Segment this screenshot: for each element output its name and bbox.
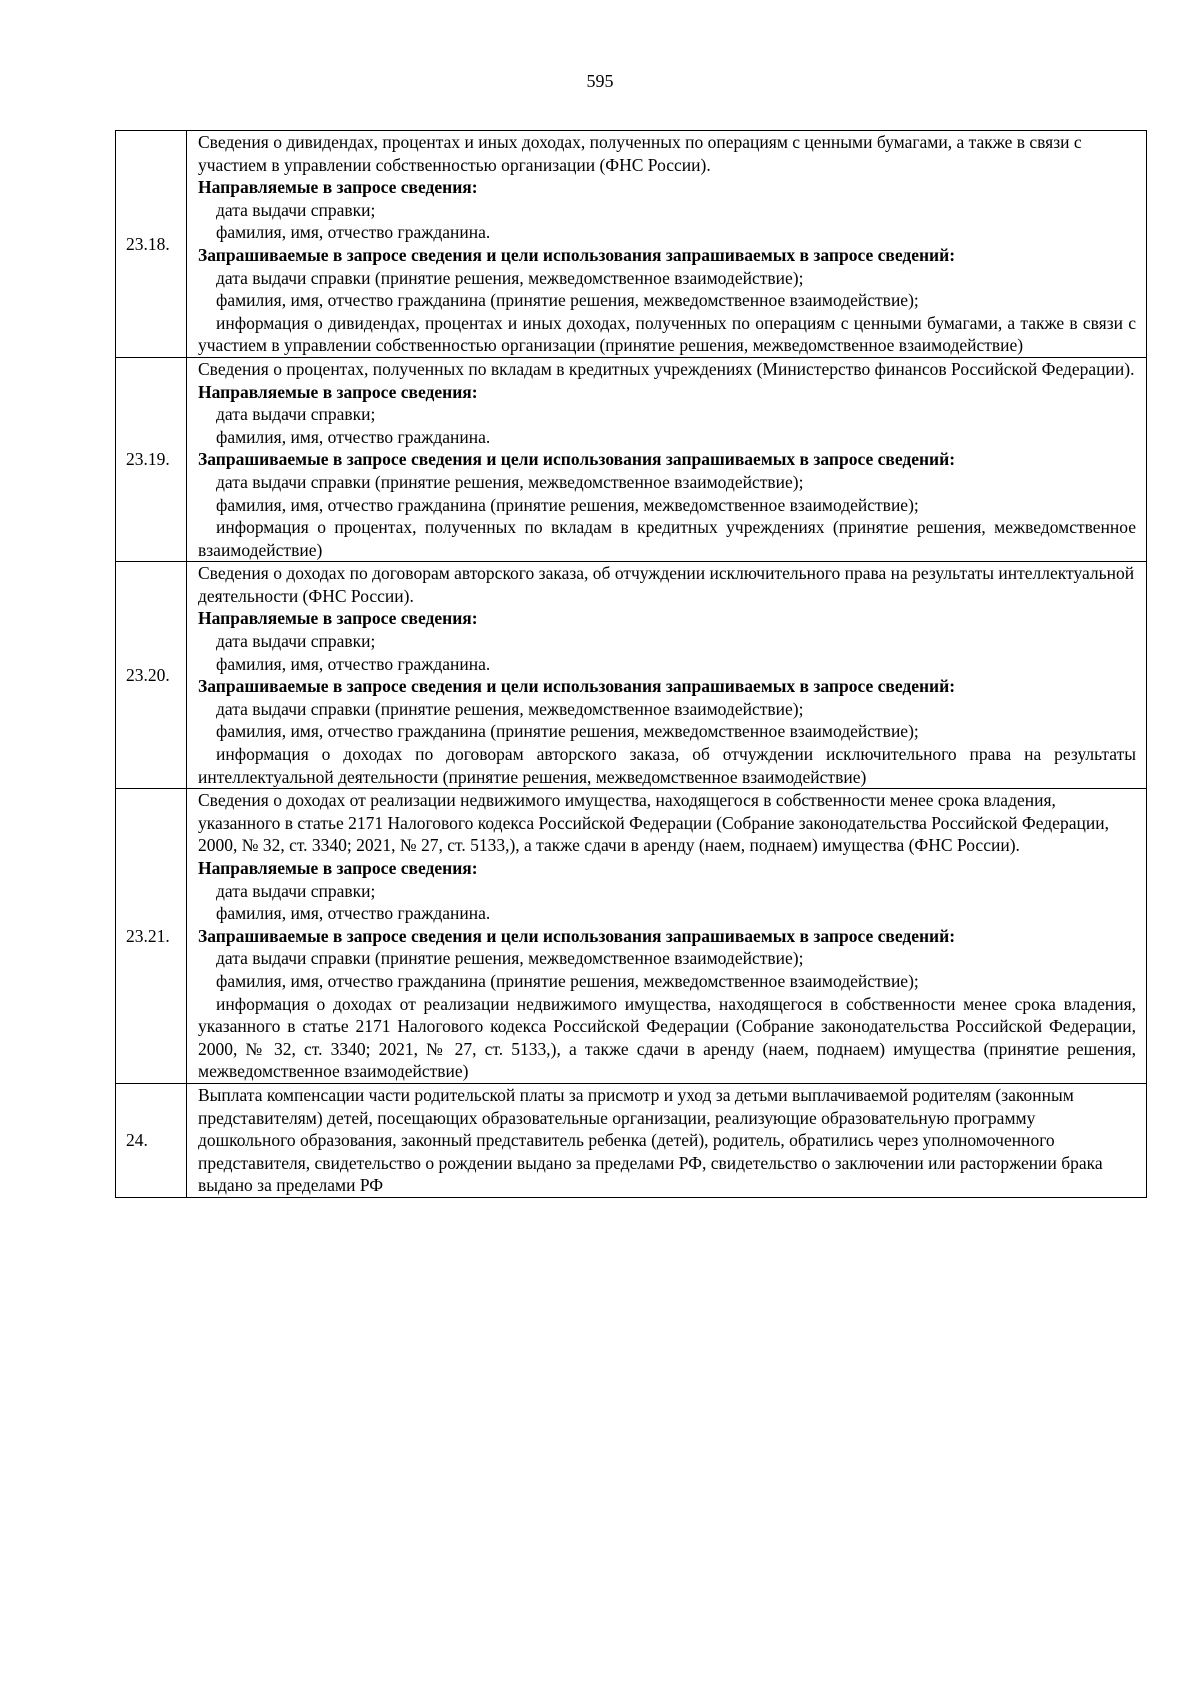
paragraph: Сведения о доходах от реализации недвижимого имущества, находящегося в собственности менее срока владения, указанного в статье 2171 Налогового кодекса Российской Федерации (Собрание законодательства Российской Федерации, 2000, № 32, ст. 3340; 2021, № 27, ст. 5133,), а также сдачи в аренду (наем, поднаем) имущества (ФНС России).: [198, 790, 1109, 856]
paragraph: дата выдачи справки (принятие решения, межведомственное взаимодействие);: [216, 948, 804, 969]
item-content: [187, 1083, 1147, 1197]
paragraph: дата выдачи справки;: [216, 880, 376, 901]
paragraph: информация о доходах от реализации недвижимого имущества, находящегося в собственности менее срока владения, указанного в статье 2171 Налогового кодекса Российской Федерации (Собрание законодательства Российской Федерации, 2000, № 32, ст. 3340; 2021, № 27, ст. 5133,), а также сдачи в аренду (наем, поднаем) имущества (принятие решения, межведомственное взаимодействие): [198, 993, 1136, 1082]
paragraph: информация о дивидендах, процентах и иных доходах, полученных по операциям с ценными бумагами, а также в связи с участием в управлении собственностью организации (принятие решения, межведомственное взаимодействие): [198, 312, 1136, 356]
item-number: 23.21.: [116, 789, 187, 1084]
table-body: [116, 131, 1147, 1198]
paragraph: дата выдачи справки;: [216, 404, 376, 425]
paragraph: Выплата компенсации части родительской платы за присмотр и уход за детьми выплачиваемой родителям (законным представителям) детей, посещающих образовательные организации, реализующие образовательную программу дошкольного образования, законный представитель ребенка (детей), родитель, обратились через уполномоченного представителя, свидетельство о рождении выдано за пределами РФ, свидетельство о заключении или расторжении брака выдано за пределами РФ: [198, 1084, 1103, 1196]
table-row: [116, 1083, 1147, 1197]
paragraph: информация о процентах, полученных по вкладам в кредитных учреждениях (принятие решения, межведомственное взаимодействие): [198, 517, 1136, 560]
paragraph: фамилия, имя, отчество гражданина.: [216, 903, 491, 924]
paragraph: дата выдачи справки (принятие решения, межведомственное взаимодействие);: [216, 267, 804, 288]
paragraph: фамилия, имя, отчество гражданина.: [216, 222, 491, 243]
paragraph: фамилия, имя, отчество гражданина (принятие решения, межведомственное взаимодействие);: [216, 721, 919, 742]
paragraph: информация о доходах по договорам авторского заказа, об отчуждении исключительного права на результаты интеллектуальной деятельности (принятие решения, межведомственное взаимодействие): [198, 744, 1136, 787]
section-heading: Направляемые в запросе сведения:: [198, 858, 478, 878]
document-table: [115, 130, 1147, 1198]
paragraph: дата выдачи справки (принятие решения, межведомственное взаимодействие);: [216, 698, 804, 719]
paragraph: фамилия, имя, отчество гражданина (принятие решения, межведомственное взаимодействие);: [216, 290, 919, 311]
paragraph: фамилия, имя, отчество гражданина (принятие решения, межведомственное взаимодействие);: [216, 970, 919, 991]
paragraph: дата выдачи справки;: [216, 631, 376, 652]
item-number: 24.: [116, 1083, 187, 1197]
paragraph: Сведения о дивидендах, процентах и иных доходах, полученных по операциям с ценными бумагами, а также в связи с участием в управлении собственностью организации (ФНС России).: [198, 132, 1082, 175]
paragraph: Сведения о процентах, полученных по вкладам в кредитных учреждениях (Министерство финансов Российской Федерации).: [198, 358, 1135, 379]
paragraph: фамилия, имя, отчество гражданина.: [216, 426, 491, 447]
paragraph: Сведения о доходах по договорам авторского заказа, об отчуждении исключительного права на результаты интеллектуальной деятельности (ФНС России).: [198, 563, 1135, 606]
item-number: 23.19.: [116, 357, 187, 561]
table-row: [116, 357, 1147, 561]
page-number: 595: [586, 71, 614, 91]
section-heading: Направляемые в запросе сведения:: [198, 608, 478, 629]
paragraph: дата выдачи справки (принятие решения, межведомственное взаимодействие);: [216, 471, 804, 492]
table-row: [116, 131, 1147, 358]
section-heading: Запрашиваемые в запросе сведения и цели использования запрашиваемых в запросе сведений:: [198, 676, 956, 697]
item-content: [187, 131, 1147, 358]
item-number: 23.18.: [116, 131, 187, 358]
section-heading: Направляемые в запросе сведения:: [198, 381, 478, 402]
section-heading: Запрашиваемые в запросе сведения и цели использования запрашиваемых в запросе сведений:: [198, 925, 956, 946]
item-number: 23.20.: [116, 562, 187, 789]
item-content: [187, 789, 1147, 1084]
item-content: [187, 562, 1147, 789]
table-row: [116, 789, 1147, 1084]
table-row: [116, 562, 1147, 789]
section-heading: Запрашиваемые в запросе сведения и цели использования запрашиваемых в запросе сведений:: [198, 449, 956, 470]
paragraph: фамилия, имя, отчество гражданина.: [216, 653, 491, 674]
paragraph: дата выдачи справки;: [216, 199, 376, 220]
section-heading: Запрашиваемые в запросе сведения и цели использования запрашиваемых в запросе сведений:: [198, 244, 956, 265]
section-heading: Направляемые в запросе сведения:: [198, 177, 478, 198]
paragraph: фамилия, имя, отчество гражданина (принятие решения, межведомственное взаимодействие);: [216, 494, 919, 515]
item-content: [187, 357, 1147, 561]
